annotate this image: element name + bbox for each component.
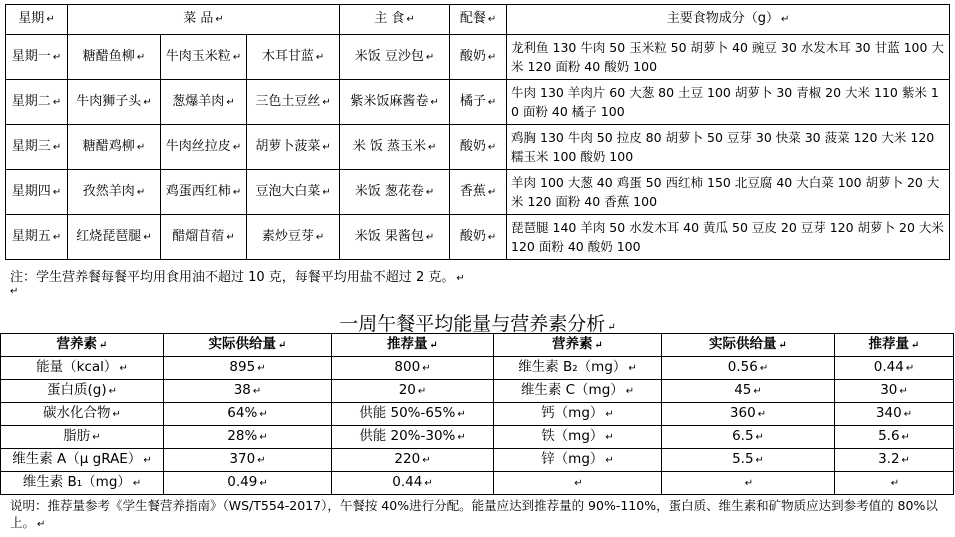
actual-cell: 28% ↵: [164, 426, 332, 449]
dish-cell: 糖醋鱼柳 ↵: [68, 35, 161, 80]
nutrient-cell: 脂肪 ↵: [1, 426, 164, 449]
actual-cell: 6.5 ↵: [662, 426, 835, 449]
actual-cell: 895 ↵: [164, 357, 332, 380]
nutrient-cell: 维生素 A（μ gRAE） ↵: [1, 449, 164, 472]
side-cell: 酸奶 ↵: [450, 125, 507, 170]
nutrient-cell: 铁（mg） ↵: [494, 426, 662, 449]
nutrient-cell: 维生素 C（mg） ↵: [494, 380, 662, 403]
composition-cell: 龙利鱼 130 牛肉 50 玉米粒 50 胡萝卜 40 豌豆 30 水发木耳 30 甘蓝 100 大米 120 面粉 40 酸奶 100: [507, 35, 950, 80]
menu-row-tuesday: [6, 80, 950, 125]
analysis-header-row: [1, 334, 954, 357]
paragraph-mark: ↵: [10, 286, 19, 297]
header-recommended: 推荐量 ↵: [332, 334, 494, 357]
header-nutrient: 营养素 ↵: [494, 334, 662, 357]
actual-cell: 0.56 ↵: [662, 357, 835, 380]
header-nutrient: 营养素 ↵: [1, 334, 164, 357]
day-cell: 星期三 ↵: [6, 125, 68, 170]
analysis-row: [1, 449, 954, 472]
recommended-cell: 供能 50%-65% ↵: [332, 403, 494, 426]
nutrient-cell: ↵: [494, 472, 662, 495]
side-cell: 酸奶 ↵: [450, 215, 507, 260]
recommended-cell: 3.2 ↵: [835, 449, 954, 472]
composition-cell: 羊肉 100 大葱 40 鸡蛋 50 西红柿 150 北豆腐 40 大白菜 100 胡萝卜 20 大米 120 面粉 40 香蕉 100: [507, 170, 950, 215]
composition-cell: 牛肉 130 羊肉片 60 大葱 80 土豆 100 胡萝卜 30 青椒 20 大米 110 紫米 10 面粉 40 橘子 100: [507, 80, 950, 125]
recommended-cell: 800 ↵: [332, 357, 494, 380]
actual-cell: 360 ↵: [662, 403, 835, 426]
dish-cell: 木耳甘蓝 ↵: [247, 35, 340, 80]
menu-header-row: [6, 5, 950, 35]
dish-cell: 醋熘苜蓿 ↵: [161, 215, 247, 260]
actual-cell: 45 ↵: [662, 380, 835, 403]
menu-row-thursday: [6, 170, 950, 215]
composition-cell: 鸡胸 130 牛肉 50 拉皮 80 胡萝卜 50 豆芽 30 快菜 30 菠菜 120 大米 120 糯玉米 100 酸奶 100: [507, 125, 950, 170]
menu-row-monday: [6, 35, 950, 80]
actual-cell: 5.5 ↵: [662, 449, 835, 472]
recommended-cell: 0.44 ↵: [332, 472, 494, 495]
analysis-row: [1, 426, 954, 449]
header-side: 配餐 ↵: [450, 5, 507, 35]
nutrient-analysis-table: [0, 333, 954, 495]
recommended-cell: 20 ↵: [332, 380, 494, 403]
header-staple: 主 食 ↵: [340, 5, 450, 35]
dish-cell: 糖醋鸡柳 ↵: [68, 125, 161, 170]
recommended-cell: ↵: [835, 472, 954, 495]
dish-cell: 鸡蛋西红柿 ↵: [161, 170, 247, 215]
staple-cell: 米饭 葱花卷 ↵: [340, 170, 450, 215]
analysis-row: [1, 403, 954, 426]
staple-cell: 米饭 果酱包 ↵: [340, 215, 450, 260]
side-cell: 橘子 ↵: [450, 80, 507, 125]
recommended-cell: 340 ↵: [835, 403, 954, 426]
recommended-cell: 0.44 ↵: [835, 357, 954, 380]
header-actual: 实际供给量 ↵: [662, 334, 835, 357]
header-recommended: 推荐量 ↵: [835, 334, 954, 357]
analysis-row: [1, 380, 954, 403]
analysis-title: 一周午餐平均能量与营养素分析 ↵: [339, 313, 616, 335]
recommended-cell: 30 ↵: [835, 380, 954, 403]
day-cell: 星期四 ↵: [6, 170, 68, 215]
header-actual: 实际供给量 ↵: [164, 334, 332, 357]
analysis-row: [1, 472, 954, 495]
dish-cell: 三色土豆丝 ↵: [247, 80, 340, 125]
dish-cell: 豆泡大白菜 ↵: [247, 170, 340, 215]
day-cell: 星期五 ↵: [6, 215, 68, 260]
day-cell: 星期二 ↵: [6, 80, 68, 125]
composition-cell: 琵琶腿 140 羊肉 50 水发木耳 40 黄瓜 50 豆皮 20 豆芽 120 胡萝卜 20 大米 120 面粉 40 酸奶 100: [507, 215, 950, 260]
nutrient-cell: 碳水化合物 ↵: [1, 403, 164, 426]
recommended-cell: 5.6 ↵: [835, 426, 954, 449]
nutrient-cell: 钙（mg） ↵: [494, 403, 662, 426]
header-composition: 主要食物成分（g） ↵: [507, 5, 950, 35]
dish-cell: 牛肉玉米粒 ↵: [161, 35, 247, 80]
dish-cell: 红烧琵琶腿 ↵: [68, 215, 161, 260]
menu-row-wednesday: [6, 125, 950, 170]
staple-cell: 紫米饭麻酱卷 ↵: [340, 80, 450, 125]
dish-cell: 葱爆羊肉 ↵: [161, 80, 247, 125]
staple-cell: 米 饭 蒸玉米 ↵: [340, 125, 450, 170]
nutrient-cell: 维生素 B₂（mg） ↵: [494, 357, 662, 380]
actual-cell: 370 ↵: [164, 449, 332, 472]
header-day: 星期 ↵: [6, 5, 68, 35]
recommended-cell: 供能 20%-30% ↵: [332, 426, 494, 449]
nutrient-cell: 维生素 B₁（mg） ↵: [1, 472, 164, 495]
dish-cell: 素炒豆芽 ↵: [247, 215, 340, 260]
side-cell: 香蕉 ↵: [450, 170, 507, 215]
menu-row-friday: [6, 215, 950, 260]
actual-cell: 38 ↵: [164, 380, 332, 403]
staple-cell: 米饭 豆沙包 ↵: [340, 35, 450, 80]
dish-cell: 牛肉丝拉皮 ↵: [161, 125, 247, 170]
analysis-row: [1, 357, 954, 380]
actual-cell: 0.49 ↵: [164, 472, 332, 495]
dish-cell: 孜然羊肉 ↵: [68, 170, 161, 215]
dish-cell: 胡萝卜菠菜 ↵: [247, 125, 340, 170]
day-cell: 星期一 ↵: [6, 35, 68, 80]
analysis-note: 说明：推荐量参考《学生餐营养指南》（WS/T554-2017），午餐按 40%进行分配。能量应达到推荐量的 90%-110%，蛋白质、维生素和矿物质应达到参考值的 80%以上。 ↵: [10, 498, 938, 530]
nutrient-cell: 锌（mg） ↵: [494, 449, 662, 472]
menu-note: 注：学生营养餐每餐平均用食用油不超过 10 克，每餐平均用盐不超过 2 克。 ↵: [10, 270, 465, 285]
actual-cell: ↵: [662, 472, 835, 495]
recommended-cell: 220 ↵: [332, 449, 494, 472]
weekly-menu-table: [5, 4, 950, 260]
nutrient-cell: 蛋白质(g) ↵: [1, 380, 164, 403]
side-cell: 酸奶 ↵: [450, 35, 507, 80]
dish-cell: 牛肉狮子头 ↵: [68, 80, 161, 125]
header-dishes: 菜 品 ↵: [68, 5, 340, 35]
actual-cell: 64% ↵: [164, 403, 332, 426]
nutrient-cell: 能量（kcal） ↵: [1, 357, 164, 380]
